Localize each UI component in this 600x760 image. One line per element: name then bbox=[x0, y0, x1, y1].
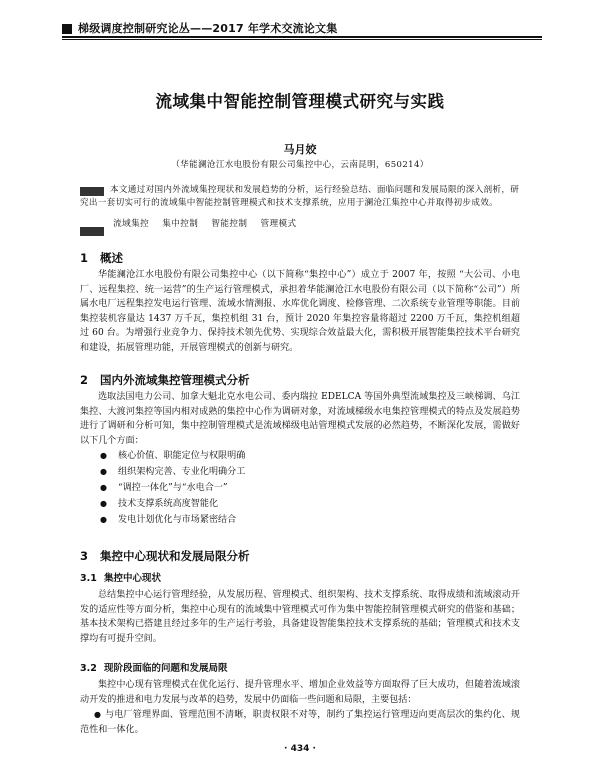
subsection-title: 现阶段面临的问题和发展局限 bbox=[104, 663, 228, 674]
list-item: ● 发电计划优化与市场紧密结合 bbox=[100, 512, 520, 528]
keyword: 智能控制 bbox=[211, 219, 248, 229]
header-rule bbox=[62, 36, 542, 38]
running-header bbox=[62, 8, 542, 38]
keyword: 集中控制 bbox=[162, 219, 199, 229]
list-item: 与电厂管理界面、管理范围不清晰，职责权限不对等，制约了集控运行管理迈向更高层次的集约化、规范性和一体化。 bbox=[80, 710, 520, 735]
keywords bbox=[80, 217, 520, 236]
abstract bbox=[80, 184, 520, 210]
section-number: 3 bbox=[80, 549, 89, 563]
section-title: 国内外流域集控管理模式分析 bbox=[100, 373, 250, 387]
paper-title: 流域集中智能控制管理模式研究与实践 bbox=[155, 92, 445, 111]
author: 马月姣 bbox=[283, 143, 317, 156]
section-title: 集控中心现状和发展局限分析 bbox=[100, 549, 250, 563]
subsection-3-2-paragraph: 集控中心现有管理模式在优化运行、提升管理水平、增加企业效益等方面取得了巨大成功，但随着流域滚动开发的推进和电力发展与改革的趋势，发展中仍面临一些问题和局限，主要包括： bbox=[80, 680, 520, 705]
section-heading-2 bbox=[80, 372, 250, 388]
subsection-3-2-bullet bbox=[80, 708, 520, 737]
list-item: ● 组织架构完善、专业化明确分工 bbox=[100, 464, 520, 480]
section-2-paragraph: 选取法国电力公司、加拿大魁北克水电公司、委内瑞拉 EDELCA 等国外典型流域集控及三峡梯调、乌江集控、大渡河集控等国内相对成熟的集控中心作为调研对象，对流域梯级水电集控管理模式的特点及发展趋势进行了调研和分析可知，集中控制管理模式是流域梯级电站管理模式发展的必然趋势，不断深化发展，需做好以下几个方面： bbox=[80, 392, 520, 446]
keyword: 管理模式 bbox=[260, 219, 297, 229]
affiliation: （华能澜沧江水电股份有限公司集控中心，云南昆明，650214） bbox=[171, 160, 429, 170]
subsection-number: 3.1 bbox=[80, 573, 97, 584]
list-item: ● 核心价值、职能定位与权限明确 bbox=[100, 448, 520, 464]
section-2-bullet-list bbox=[100, 448, 520, 528]
list-item: ● 技术支撑系统高度智能化 bbox=[100, 496, 520, 512]
list-item: ● “调控一体化”与“水电合一” bbox=[100, 480, 520, 496]
section-heading-3 bbox=[80, 548, 250, 564]
section-1-paragraph: 华能澜沧江水电股份有限公司集控中心（以下简称“集控中心”）成立于 2007 年，按照 “大公司、小电厂、远程集控、统一运营”的生产运行管理模式，承担着华能澜沧江水电股份有限公司（以下简称“公司”）所属水电厂远程集控发电运行管理、流域水情测报、水库优化调度、检修管理、二次系统专业管理等职能。目前集控装机容量达 1437 万千瓦，集控机组 31 台，预计 2020 年集控容量将超过 2200 万千瓦，集控机组超过 60 台。为增强行业竞争力、保持技术领先优势、实现综合效益最大化，需积极开展智能集控技术平台研究和建设，拓展管理功能，开展管理模式的创新与研究。 bbox=[80, 270, 520, 353]
running-header-text: 梯级调度控制研究论丛——2017 年学术交流论文集 bbox=[78, 22, 338, 35]
subsection-heading-3-1 bbox=[80, 570, 161, 584]
keyword: 流域集控 bbox=[113, 219, 150, 229]
subsection-heading-3-2 bbox=[80, 660, 228, 674]
header-square-icon bbox=[62, 24, 72, 34]
section-heading-1 bbox=[80, 250, 123, 266]
subsection-number: 3.2 bbox=[80, 663, 97, 674]
section-title: 概述 bbox=[100, 251, 123, 265]
subsection-title: 集控中心现状 bbox=[104, 573, 162, 584]
bullet-icon: ● bbox=[94, 710, 102, 719]
page-number: · 434 · bbox=[284, 744, 316, 754]
header-rule-thin bbox=[62, 39, 542, 40]
abstract-text: 本文通过对国内外流域集控现状和发展趋势的分析，运行经验总结、面临问题和发展局限的深入剖析，研究出一套切实可行的流域集中智能控制管理模式和技术支撑系统，应用于澜沧江集控中心并取得初步成效。 bbox=[80, 185, 520, 208]
subsection-3-1-paragraph: 总结集控中心运行管理经验，从发展历程、管理模式、组织架构、技术支撑系统、取得成绩和流域滚动开发的适应性等方面分析，集控中心现有的流域集中管理模式可作为集中智能控制管理模式研究的借鉴和基础；基本技术架构已搭建且经过多年的生产运行考验，具备建设智能集控技术支撑系统的基础；管理模式和技术支撑均有可提升空间。 bbox=[80, 590, 520, 644]
abstract-label bbox=[80, 187, 104, 196]
section-number: 1 bbox=[80, 251, 89, 265]
keywords-label bbox=[80, 227, 104, 236]
section-number: 2 bbox=[80, 373, 89, 387]
